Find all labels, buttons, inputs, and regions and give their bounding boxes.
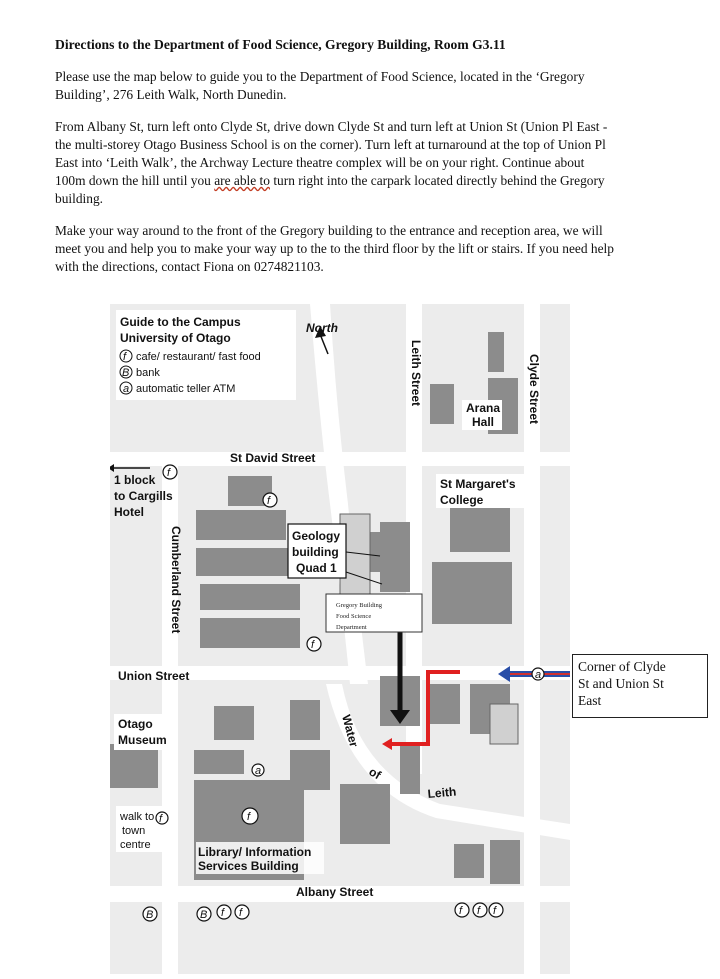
svg-text:B: B [146,909,154,921]
intro-paragraph [55,68,615,104]
legend-title-2: University of Otago [120,331,231,345]
svg-text:walk to: walk to [120,811,155,823]
atm-legend-symbol: a [123,383,130,395]
union-street-label: Union Street [118,669,190,683]
directions-document [55,36,615,290]
intro-text-b: , 276 Leith Walk, North Dunedin. [106,87,287,102]
water-of-leith-label-3: Leith [427,784,457,801]
svg-text:1 block: 1 block [114,473,156,487]
clyde-street-label: Clyde Street [527,354,541,425]
bank-legend-text: bank [136,367,160,379]
campus-map [110,304,570,974]
bank-legend-symbol: B [122,367,130,379]
svg-text:f: f [247,811,251,823]
svg-text:f: f [167,467,171,479]
svg-text:Otago: Otago [118,717,153,731]
water-of-leith-label-2: of [366,764,384,783]
svg-text:building: building [292,545,339,559]
otago-museum-label [114,714,170,750]
svg-text:Geology: Geology [292,529,341,543]
svg-text:Hotel: Hotel [114,505,144,519]
svg-text:Library/ Information: Library/ Information [198,845,312,859]
svg-text:B: B [200,909,208,921]
svg-text:a: a [255,765,262,777]
arrival-paragraph: Make your way around to the front of the Gregory building to the entrance and reception area, we will meet you and help you to make your way up to the to the third floor by the lift or stairs. If you need help with the directions, contact Fiona on 0274821103. [55,223,614,274]
svg-text:f: f [477,905,481,917]
svg-text:Quad 1: Quad 1 [296,561,337,575]
cafe-legend-symbol: f [123,351,127,363]
atm-legend-text: automatic teller ATM [136,383,236,395]
svg-text:f: f [239,907,243,919]
svg-text:f: f [159,813,163,825]
svg-text:f: f [267,495,271,507]
svg-text:St Margaret's: St Margaret's [440,477,516,491]
callout-line-3: East [578,693,602,708]
svg-text:Gregory Building: Gregory Building [336,602,383,609]
leith-street-label: Leith Street [409,340,423,407]
svg-text:f: f [459,905,463,917]
callout-line-1: Corner of Clyde [578,659,666,674]
cumberland-street-label: Cumberland Street [169,526,183,634]
north-label: North [306,321,338,335]
svg-text:Arana: Arana [466,401,501,415]
svg-text:f: f [311,639,315,651]
spellcheck-text: are able to [214,173,270,188]
svg-text:College: College [440,493,484,507]
svg-text:a: a [535,669,542,681]
svg-text:town: town [122,825,146,837]
svg-text:Museum: Museum [118,733,167,747]
campus-map-svg [110,304,570,974]
walk-to-town-label [116,806,164,852]
svg-text:f: f [221,907,225,919]
svg-text:f: f [493,905,497,917]
cafe-legend-text: cafe/ restaurant/ fast food [136,351,261,363]
route-paragraph [55,118,615,208]
st-margarets-college-label [436,474,524,508]
albany-street-label: Albany Street [296,885,374,899]
arana-hall-label [462,400,502,430]
document-title: Directions to the Department of Food Science, Gregory Building, Room G3.11 [55,37,506,52]
intro-text-a: Please use the map below to guide you to the Department of Food Science, located in the ‘Gregory Building’ [55,69,585,102]
svg-text:Services Building: Services Building [198,859,299,873]
callout-line-2: St and Union St [578,676,664,691]
svg-text:centre: centre [120,839,151,851]
library-label [196,842,324,874]
svg-text:Hall: Hall [472,415,495,429]
svg-text:Department: Department [336,624,367,631]
svg-text:Food Science: Food Science [336,613,372,620]
water-of-leith-label-1: Water [339,713,362,749]
st-david-street-label: St David Street [230,451,316,465]
corner-callout [572,654,708,718]
route-text-b: turn right into the carpark located directly behind the Gregory building. [55,173,605,206]
gregory-building-label [326,594,422,632]
route-text-a: From Albany St, turn left onto Clyde St, drive down Clyde St and turn left at Union St (Union Pl East -the multi-storey Otago Business School is on the corner). Turn left at turnaround at the top of Union Pl East into ‘Leith Walk’, the Archway Lecture theatre complex will be on your right. Continue about 100m down the hill until you [55,119,608,188]
legend-title-1: Guide to the Campus [120,315,241,329]
svg-text:to Cargills: to Cargills [114,489,173,503]
